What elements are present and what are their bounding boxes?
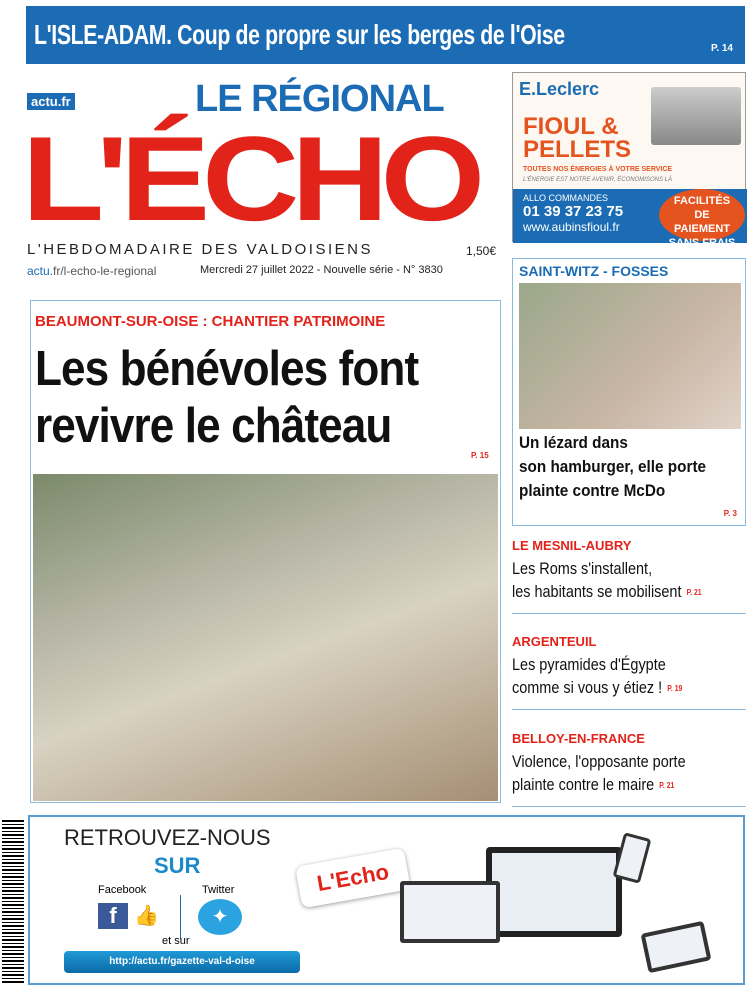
ad-web: www.aubinsfioul.fr (523, 220, 620, 234)
headline-line: son hamburger, elle porte (519, 457, 707, 476)
brief-item[interactable] (512, 731, 746, 807)
brief-line (512, 773, 711, 797)
headline-line: Un lézard dans (519, 433, 628, 452)
ad-tagline: TOUTES NOS ÉNERGIES À VOTRE SERVICE (523, 166, 673, 173)
brief-line (512, 676, 711, 700)
laptop-image (400, 881, 500, 943)
facebook-label: Facebook (98, 884, 147, 896)
echo-logo: L'Echo (295, 848, 411, 908)
ad-brand: E.Leclerc (519, 79, 600, 99)
headline-line: Les bénévoles font (35, 342, 419, 396)
top-headline: L'ISLE-ADAM. Coup de propre sur les berges de l'Oise (34, 19, 565, 50)
page-ref: P. 14 (710, 43, 733, 54)
ad-phone: 01 39 37 23 75 (523, 203, 624, 220)
side-headline (519, 431, 706, 503)
headline-line: revivre le château (35, 399, 392, 453)
brief-page: P. 21 (659, 781, 675, 791)
brief-kicker: ARGENTEUIL (512, 634, 597, 649)
ad-allo: ALLO COMMANDES (523, 193, 609, 203)
side-kicker: SAINT-WITZ - FOSSES (519, 263, 669, 279)
brief-kicker: LE MESNIL-AUBRY (512, 538, 632, 553)
ad-badge: FACILITÉS DE PAIEMENT SANS FRAIS (659, 189, 745, 241)
brief-text: comme si vous y étiez ! (512, 678, 663, 697)
promo-sur: SUR (154, 853, 201, 878)
main-photo (33, 474, 498, 801)
facebook-icon[interactable]: f (98, 903, 128, 929)
masthead-title: L'ÉCHO (22, 112, 478, 246)
brief-line: Violence, l'opposante porte (512, 752, 686, 771)
brief-line: Les pyramides d'Égypte (512, 655, 666, 674)
url-rest: .fr/l-echo-le-regional (49, 264, 157, 278)
twitter-label: Twitter (202, 884, 235, 896)
tagline: L'HEBDOMADAIRE DES VALDOISIENS (27, 241, 373, 258)
side-page: P. 3 (723, 509, 737, 518)
ad-slogan: L'ÉNERGIE EST NOTRE AVENIR, ÉCONOMISONS LÀ (523, 177, 672, 183)
et-sur: et sur (162, 935, 190, 947)
website[interactable] (27, 264, 156, 278)
main-story[interactable] (30, 300, 501, 803)
actu-logo: actu.fr (27, 93, 75, 110)
brief-line: Les Roms s'installent, (512, 559, 653, 578)
brief-kicker: BELLOY-EN-FRANCE (512, 731, 645, 746)
headline-line: plainte contre McDo (519, 481, 666, 500)
date-line: Mercredi 27 juillet 2022 - Nouvelle série - N° 3830 (200, 264, 443, 276)
twitter-icon[interactable]: ✦ (198, 899, 242, 935)
main-page: P. 15 (471, 451, 489, 460)
truck-image (651, 87, 741, 145)
brief-item[interactable] (512, 538, 746, 614)
barcode (2, 820, 24, 984)
ad-product: FIOUL & PELLETS (523, 113, 632, 163)
brief-text: les habitants se mobilisent (512, 582, 682, 601)
phone-image (613, 832, 652, 884)
desktop-image (486, 847, 622, 937)
thumbs-up-icon: 👍 (134, 905, 159, 927)
brief-item[interactable] (512, 634, 746, 710)
brief-text: plainte contre le maire (512, 775, 655, 794)
masthead-top: LE RÉGIONAL (195, 78, 444, 120)
advertisement[interactable] (512, 72, 746, 249)
divider (180, 895, 181, 939)
main-kicker: BEAUMONT-SUR-OISE : CHANTIER PATRIMOINE (35, 313, 386, 330)
price: 1,50€ (466, 244, 497, 258)
promo-url-link[interactable]: http://actu.fr/gazette-val-d-oise (64, 951, 300, 973)
brief-page: P. 21 (686, 588, 702, 598)
side-story[interactable] (512, 258, 746, 526)
promo-banner[interactable] (28, 815, 745, 985)
url-prefix: actu (27, 264, 50, 278)
top-banner[interactable] (26, 6, 745, 64)
tablet-image (641, 921, 712, 973)
brief-page: P. 19 (667, 684, 683, 694)
promo-title: RETROUVEZ-NOUS (64, 825, 271, 850)
lizard-photo (519, 283, 741, 429)
brief-line (512, 580, 711, 604)
main-headline (35, 341, 418, 455)
